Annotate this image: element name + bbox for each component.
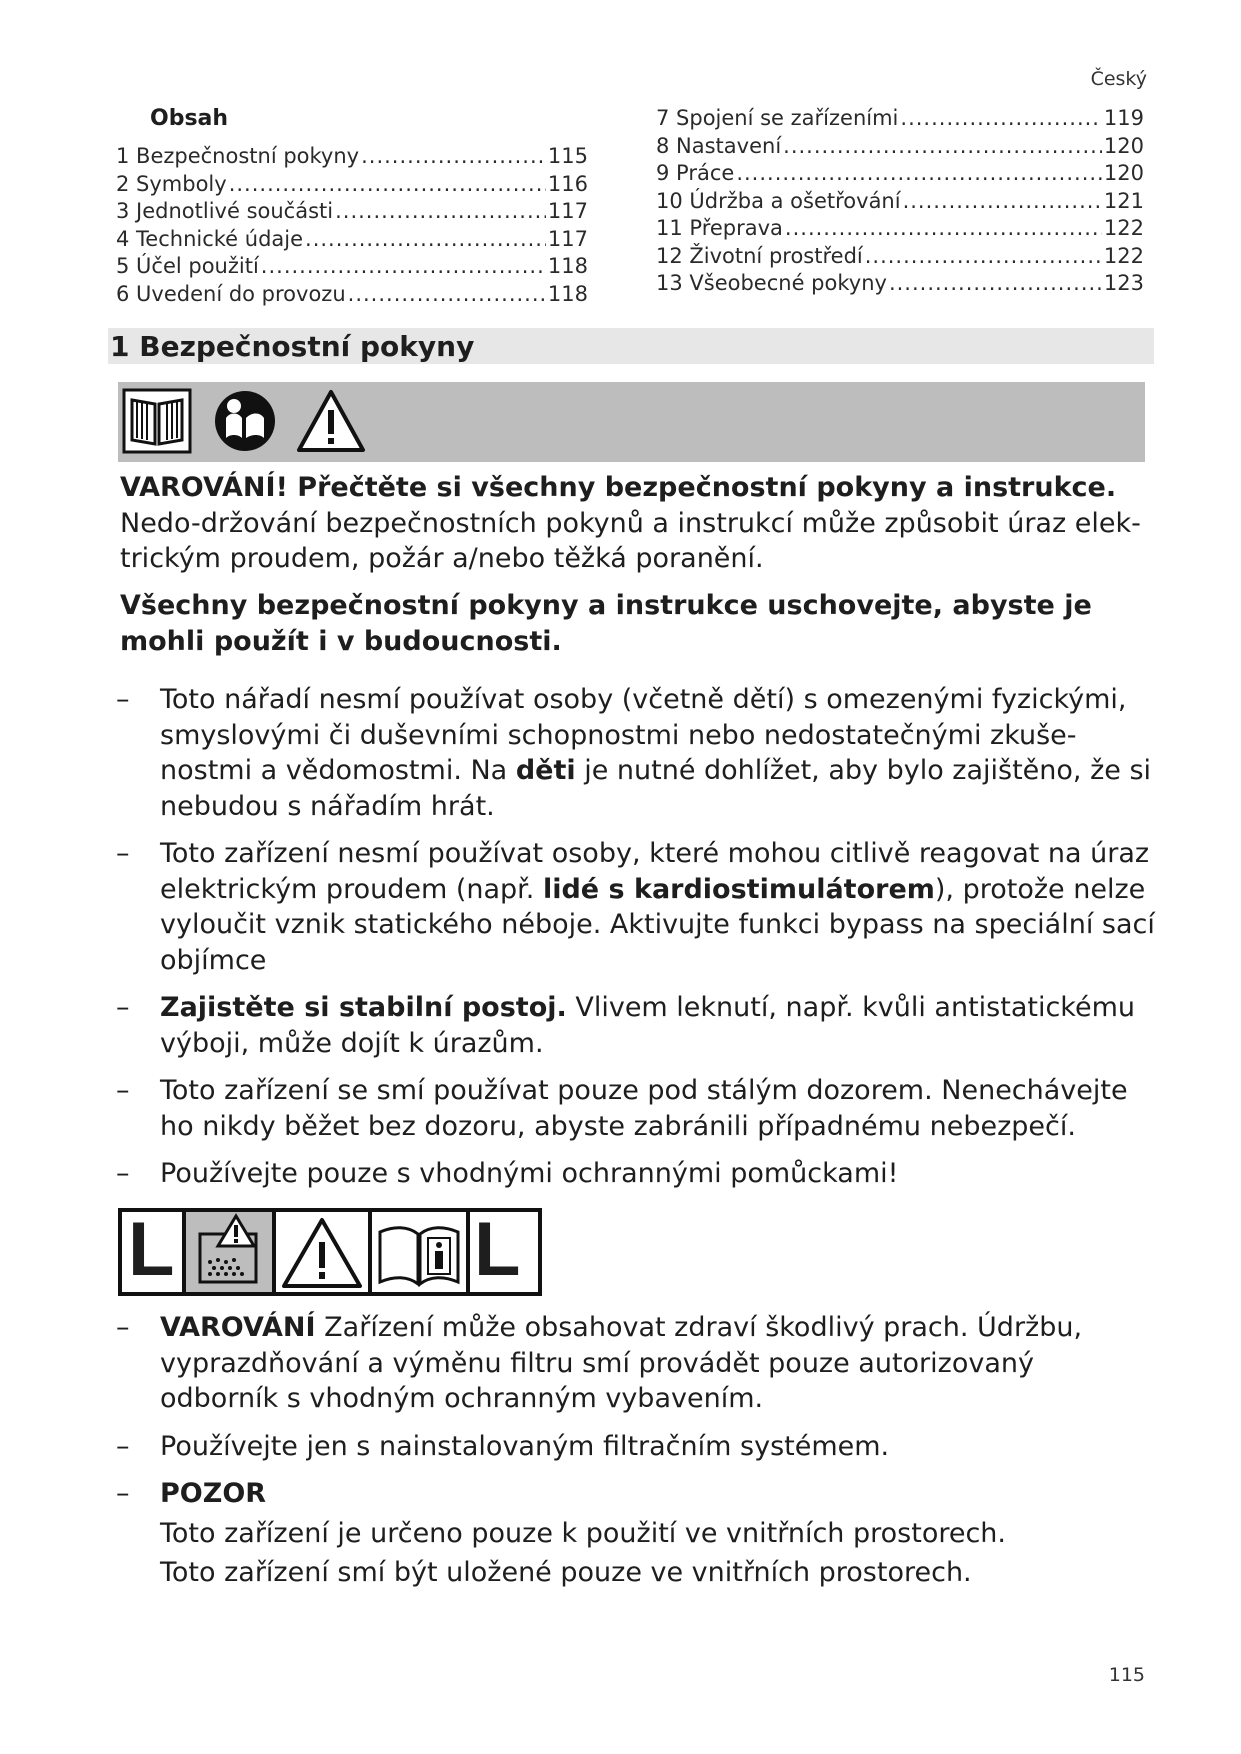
toc-entry[interactable]: 8 Nastavení ..... 120 <box>656 133 1144 161</box>
toc-entry[interactable]: 3 Jednotlivé součásti ..... 117 <box>116 198 588 226</box>
page-number: 115 <box>1108 1664 1145 1686</box>
list-item: – Používejte jen s nainstalovaným filtračním systémem. <box>116 1430 890 1462</box>
read-manual-icon <box>212 388 278 458</box>
safety-bullet-list <box>116 682 1156 1204</box>
list-item: – Toto zařízení se smí používat pouze pod stálým dozorem. Nenechávejte ho nikdy běžet bez dozoru, abyste zabránili případnému nebezpečí. <box>116 1075 1128 1142</box>
pictogram-strip <box>118 1208 542 1296</box>
toc-title: Obsah <box>150 106 229 131</box>
toc-entry[interactable]: 13 Všeobecné pokyny ..... 123 <box>656 270 1144 298</box>
caution-line: Toto zařízení smí být uložené pouze ve vnitřních prostorech. <box>160 1557 972 1588</box>
list-item: – Zajistěte si stabilní postoj. Vlivem leknutí, např. kvůli antistatickému výboji, může dojít k úrazům. <box>116 992 1136 1059</box>
warning-bold: VAROVÁNÍ! Přečtěte si všechny bezpečnostní pokyny a instrukce. <box>120 472 1117 503</box>
warning-rest: Nedo-držování bezpečnostních pokynů a instrukcí může způsobit úraz elek-trickým proudem, požár a/nebo těžká poranění. <box>120 507 1141 574</box>
toc-entry[interactable]: 9 Práce ..... 120 <box>656 160 1144 188</box>
warning-icon-strip <box>118 382 1145 462</box>
toc-entry[interactable]: 5 Účel použití ..... 118 <box>116 253 588 281</box>
manual-book-icon <box>122 388 192 458</box>
caution-line: Toto zařízení je určeno pouze k použití ve vnitřních prostorech. <box>160 1517 1006 1549</box>
section-title: 1 Bezpečnostní pokyny <box>110 330 475 363</box>
toc-entry[interactable]: 12 Životní prostředí ..... 122 <box>656 243 1144 271</box>
filter-bullet-list <box>116 1310 1156 1591</box>
list-item: – VAROVÁNÍ Zařízení může obsahovat zdraví škodlivý prach. Údržbu, vyprazdňování a výměnu filtru smí provádět pouze autorizovaný odborník s vhodným ochranným vybavením. <box>116 1312 1083 1414</box>
toc-entry[interactable]: 1 Bezpečnostní pokyny ..... 115 <box>116 143 588 171</box>
list-item: – Používejte pouze s vhodnými ochrannými pomůckami! <box>116 1158 899 1189</box>
warning-paragraph <box>120 470 1150 577</box>
dust-class-l-icon: L <box>474 1207 521 1292</box>
caution-title: POZOR <box>160 1478 267 1509</box>
toc-left-column <box>116 143 588 308</box>
caution-item: – POZOR <box>116 1478 267 1509</box>
list-item: – Toto zařízení nesmí používat osoby, které mohou citlivě reagovat na úraz elektrickým proudem (např. lidé s kardiostimulátorem), protože nelze vyloučit vznik statického néboje. Aktivujte funkci bypass na speciální sací objímce <box>116 838 1155 976</box>
toc-entry[interactable]: 10 Údržba a ošetřování ..... 121 <box>656 188 1144 216</box>
toc-entry[interactable]: 4 Technické údaje ..... 117 <box>116 226 588 254</box>
toc-entry[interactable]: 6 Uvedení do provozu ..... 118 <box>116 281 588 309</box>
warning-triangle-icon <box>276 1212 372 1292</box>
toc-entry[interactable]: 2 Symboly ..... 116 <box>116 171 588 199</box>
toc-entry[interactable]: 7 Spojení se zařízeními ..... 119 <box>656 105 1144 133</box>
warning-triangle-icon <box>296 388 366 458</box>
keep-instructions-paragraph: Všechny bezpečnostní pokyny a instrukce uschovejte, abyste je mohli použít i v budoucnosti. <box>120 590 1092 657</box>
manual-info-icon <box>372 1212 470 1292</box>
dust-hazard-icon <box>186 1212 276 1292</box>
toc-right-column <box>656 105 1144 298</box>
dust-class-l-icon: L <box>122 1212 186 1292</box>
list-item: – Toto nářadí nesmí používat osoby (včetně dětí) s omezenými fyzickými, smyslovými či duševními schopnostmi nebo nedostatečnými zkuše-nostmi a vědomostmi. Na děti je nutné dohlížet, aby bylo zajištěno, že si nebudou s nářadím hrát. <box>116 684 1152 822</box>
language-label: Český <box>1090 68 1147 90</box>
toc-entry[interactable]: 11 Přeprava ..... 122 <box>656 215 1144 243</box>
